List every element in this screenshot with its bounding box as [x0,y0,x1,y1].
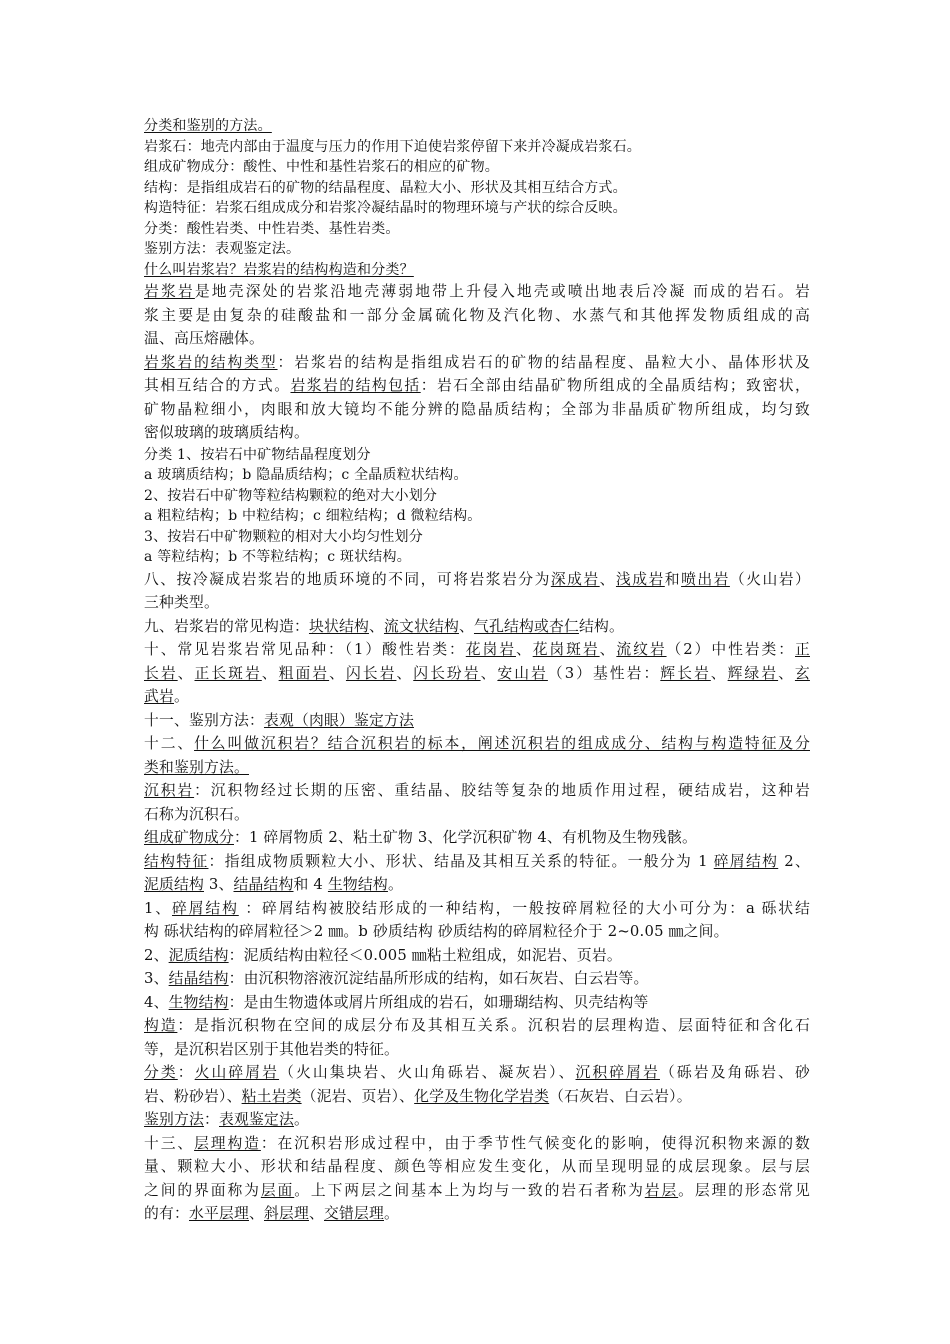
text-line [144,967,810,991]
text-segment: a 玻璃质结构；b 隐晶质结构；c 全晶质粒状结构。 [144,467,468,483]
text-line [144,1179,810,1203]
underlined-term: 层面 [260,1181,295,1199]
text-segment: （泥岩、页岩）、 [301,1087,415,1105]
text-segment: 和 4 [293,876,328,893]
text-line [144,1132,810,1156]
text-line [144,239,810,260]
text-line [144,445,810,466]
text-segment: 3、按岩石中矿物颗粒的相对大小均匀性划分 [144,528,423,545]
text-segment: 分类：酸性岩类、中性岩类、基性岩类。 [144,220,400,237]
text-segment: （火山集块岩、火山角砾岩、凝灰岩）、 [279,1064,576,1081]
underlined-term: 组成矿物成分 [144,829,234,846]
underlined-term: 类和鉴别方法。 [144,758,249,776]
underlined-term: 长岩 [144,664,178,682]
text-line [144,1014,810,1038]
text-segment: ：岩浆岩的结构是指组成岩石的矿物的结晶程度、晶粒大小、晶体形状及 [277,353,810,371]
text-segment: 2、 [144,946,169,964]
underlined-term: 闪长岩 [345,664,397,682]
underlined-term: 什么叫岩浆岩？岩浆岩的结构构造和分类？ [144,261,414,278]
underlined-term: 流纹岩 [616,641,667,658]
text-segment: 4、 [144,993,169,1011]
underlined-term: 表观（肉眼）鉴定方法 [263,711,414,729]
underlined-term: 结晶结构 [233,876,294,893]
text-segment: 浆主要是由复杂的硅酸盐和一部分金属硫化物及汽化物、水蒸气和其他挥发物质组成的高 [144,306,810,324]
text-segment: 石称为沉积石。 [144,805,249,823]
underlined-term: 沉积岩 [144,782,195,799]
text-segment: 其相互结合的方式。 [144,377,291,394]
text-segment: ：指组成物质颗粒大小、形状、结晶及其相互关系的特征。一般分为 1 [208,852,714,870]
text-line [144,1061,810,1085]
text-line [144,280,810,304]
text-segment: 十二、 [144,735,195,752]
underlined-term: 粘土岩类 [241,1087,302,1105]
text-segment: 。上下两层之间基本上为均与一致的岩石者称为 [294,1181,645,1199]
text-segment: （3）基性岩： [547,664,661,682]
text-segment: 。 [387,876,403,893]
text-segment: 、 [458,617,474,635]
underlined-term: 层理构造 [194,1134,261,1152]
text-line [144,421,810,445]
text-segment: （砾岩及角砾岩、砂 [659,1064,810,1081]
underlined-term: 玄 [794,664,810,682]
text-line [144,568,810,592]
text-segment: 。 [384,1205,399,1222]
document-page [144,116,810,1226]
text-segment: 、 [261,664,279,682]
text-segment: 温、高压熔融体。 [144,330,264,347]
text-segment: 十、常见岩浆岩常见品种：（1）酸性岩类： [144,641,466,658]
text-line [144,638,810,662]
text-segment: 八、按冷凝成岩浆岩的地质环境的不同，可将岩浆岩分为 [144,570,551,588]
underlined-term: 结构特征 [144,852,209,870]
underlined-term: 化学及生物化学岩类 [414,1087,550,1105]
underlined-term: 鉴别方法 [144,1111,204,1128]
underlined-term: 正 [795,641,810,658]
text-line [144,506,810,527]
text-segment: 十一、鉴别方法： [144,711,264,729]
text-segment: 、 [599,641,617,658]
underlined-term: 深成岩 [550,570,600,588]
underlined-term: 浅成岩 [615,570,665,588]
underlined-term: 辉长岩 [660,664,711,682]
text-segment: ： [204,1111,219,1128]
text-line [144,351,810,375]
text-line [144,991,810,1015]
text-line [144,685,810,709]
text-line [144,873,810,897]
text-segment: 量、颗粒大小、形状和结晶程度、颜色等相应发生变化，从而呈现明显的成层现象。层与层 [144,1158,810,1175]
text-segment: 。 [174,688,189,705]
text-line [144,116,810,137]
underlined-term: 岩层 [644,1181,679,1199]
text-line [144,779,810,803]
underlined-term: 喷出岩 [681,570,730,588]
text-segment: a 等粒结构；b 不等粒结构；c 斑状结构。 [144,549,411,565]
text-segment: 结构：是指组成岩石的矿物的结晶程度、晶粒大小、形状及其相互结合方式。 [144,179,627,196]
text-segment: 结构。 [578,617,624,635]
underlined-term: 岩浆岩的结构包括 [290,377,421,394]
text-segment: 、 [329,664,346,682]
text-segment: 九、岩浆岩的常见构造： [144,617,309,635]
text-line [144,374,810,398]
underlined-term: 安山岩 [497,664,548,682]
underlined-term: 泥质结构 [144,876,204,893]
text-segment: ：沉积物经过长期的压密、重结晶、胶结等复杂的地质作用过程，硬结成岩，这种岩 [194,782,810,799]
text-segment: （火山岩） [729,570,810,588]
text-segment: 矿物晶粒细小，肉眼和放大镜均不能分辨的隐晶质结构；全部为非晶质矿物所组成，均匀致 [144,400,810,418]
text-segment: 岩浆石：地壳内部由于温度与压力的作用下迫使岩浆停留下来并冷凝成岩浆石。 [144,138,641,155]
underlined-term: 分类和鉴别的方法。 [144,118,272,134]
text-line [144,897,810,921]
text-line [144,465,810,486]
underlined-term: 碎屑结构 [172,899,239,917]
underlined-term: 块状结构 [308,617,369,635]
text-segment: ：在沉积岩形成过程中，由于季节性气候变化的影响，使得沉积物来源的数 [260,1134,810,1152]
text-line [144,398,810,422]
text-segment: 密似玻璃的玻璃质结构。 [144,424,309,441]
text-segment: ：碎屑结构被胶结形成的一种结构，一般按碎屑粒径的大小可分为：a 砾状结 [238,899,810,917]
underlined-term: 火山碎屑岩 [194,1064,280,1081]
underlined-term: 沉积碎屑岩 [575,1064,660,1081]
text-line [144,486,810,507]
text-line [144,591,810,615]
text-segment: 3、 [144,970,169,987]
text-line [144,260,810,281]
text-segment: ：岩石全部由结晶矿物所组成的全晶质结构；致密状， [420,377,810,394]
text-segment: 组成矿物成分：酸性、中性和基性岩浆石的相应的矿物。 [144,159,499,175]
text-line [144,198,810,219]
underlined-term: 生物结构 [327,876,388,893]
text-line [144,826,810,850]
underlined-term: 结晶结构 [168,970,229,987]
text-segment: 构 砾状结构的碎屑粒径＞2 ㎜。b 砂质结构 砂质结构的碎屑粒径介于 2~0.05 ㎜之间。 [144,923,729,940]
text-segment: 、 [710,664,728,682]
text-segment: 2、按岩石中矿物等粒结构颗粒的绝对大小划分 [144,487,438,504]
underlined-term: 花岗斑岩 [532,641,600,658]
text-line [144,1202,810,1226]
underlined-term: 构造 [144,1017,178,1034]
underlined-term: 碎屑结构 [713,852,779,870]
text-line [144,157,810,178]
underlined-term: 武岩 [144,688,174,705]
text-segment: 、 [177,664,195,682]
underlined-term: 闪长玢岩 [413,664,481,682]
text-segment: 鉴别方法：表观鉴定法。 [144,241,301,257]
text-segment: 之间的界面称为 [144,1181,261,1199]
text-segment: 是地壳深处的岩浆沿地壳薄弱地带上升侵入地壳或喷出地表后冷凝 而成的岩石。岩 [194,283,810,300]
text-segment: 2、 [778,852,810,870]
text-segment: 、 [368,617,384,635]
underlined-term: 生物结构 [168,993,229,1011]
text-segment: 。 [294,1111,309,1128]
text-segment: 分类 1、按岩石中矿物结晶程度划分 [144,446,371,463]
text-line [144,1155,810,1179]
text-segment: ：是由生物遗体或屑片所组成的岩石，如珊瑚结构、贝壳结构等 [228,993,649,1011]
text-segment: 、 [480,664,498,682]
text-segment: 和 [664,570,682,588]
text-line [144,944,810,968]
text-line [144,709,810,733]
underlined-term: 花岗岩 [465,641,516,658]
underlined-term: 表观鉴定法 [219,1111,294,1128]
text-segment: 、 [778,664,795,682]
text-line [144,527,810,548]
text-line [144,615,810,639]
text-segment: ： [177,1064,195,1081]
underlined-term: 泥质结构 [168,946,229,964]
text-line [144,1085,810,1109]
underlined-term: 岩浆岩的结构类型 [144,353,278,371]
underlined-term: 交错层理 [324,1205,384,1222]
underlined-term: 什么叫做沉积岩？结合沉积岩的标本，阐述沉积岩的组成成分、结构与构造特征及分 [194,735,810,752]
text-segment: 三种类型。 [144,594,219,611]
text-segment: 构造特征：岩浆石组成成分和岩浆冷凝结晶时的物理环境与产状的综合反映。 [144,200,627,216]
text-line [144,178,810,199]
text-segment: 、 [599,570,616,588]
text-line [144,920,810,944]
text-segment: a 粗粒结构；b 中粒结构；c 细粒结构；d 微粒结构。 [144,508,482,524]
text-line [144,732,810,756]
text-segment: ：由沉积物溶液沉淀结晶所形成的结构，如石灰岩、白云岩等。 [228,970,649,987]
underlined-term: 气孔结构或杏仁 [473,617,579,635]
text-segment: ：是指沉积物在空间的成层分布及其相互关系。沉积岩的层理构造、层面特征和含化石 [177,1017,810,1034]
text-segment: 十三、 [144,1134,195,1152]
text-line [144,219,810,240]
underlined-term: 分类 [144,1064,178,1081]
text-line [144,1108,810,1132]
underlined-term: 流文状结构 [383,617,459,635]
text-segment: 、 [309,1205,324,1222]
text-line [144,662,810,686]
underlined-term: 辉绿岩 [727,664,779,682]
text-segment: 。层理的形态常见 [678,1181,810,1199]
text-line [144,803,810,827]
underlined-term: 水平层理 [189,1205,249,1222]
text-line [144,756,810,780]
text-line [144,547,810,568]
text-segment: 、 [515,641,533,658]
text-line [144,850,810,874]
text-line [144,137,810,158]
text-segment: （2）中性岩类： [666,641,795,658]
text-segment: 、 [249,1205,264,1222]
underlined-term: 斜层理 [264,1205,309,1222]
text-segment: ：1 碎屑物质 2、粘土矿物 3、化学沉积矿物 4、有机物及生物残骸。 [233,829,697,846]
text-segment: 3、 [204,876,234,893]
text-line [144,327,810,351]
text-line [144,304,810,328]
underlined-term: 粗面岩 [278,664,330,682]
text-segment: 1、 [144,899,172,917]
underlined-term: 岩浆岩 [144,283,195,300]
underlined-term: 正长斑岩 [194,664,262,682]
text-segment: 等，是沉积岩区别于其他岩类的特征。 [144,1040,399,1058]
text-segment: 岩、粉砂岩）、 [144,1087,242,1105]
text-segment: 、 [396,664,414,682]
text-segment: ：泥质结构由粒径＜0.005 ㎜粘土粒组成，如泥岩、页岩。 [228,946,622,964]
text-segment: 的有： [144,1205,189,1222]
text-line [144,1038,810,1062]
text-segment: （石灰岩、白云岩）。 [549,1087,692,1105]
